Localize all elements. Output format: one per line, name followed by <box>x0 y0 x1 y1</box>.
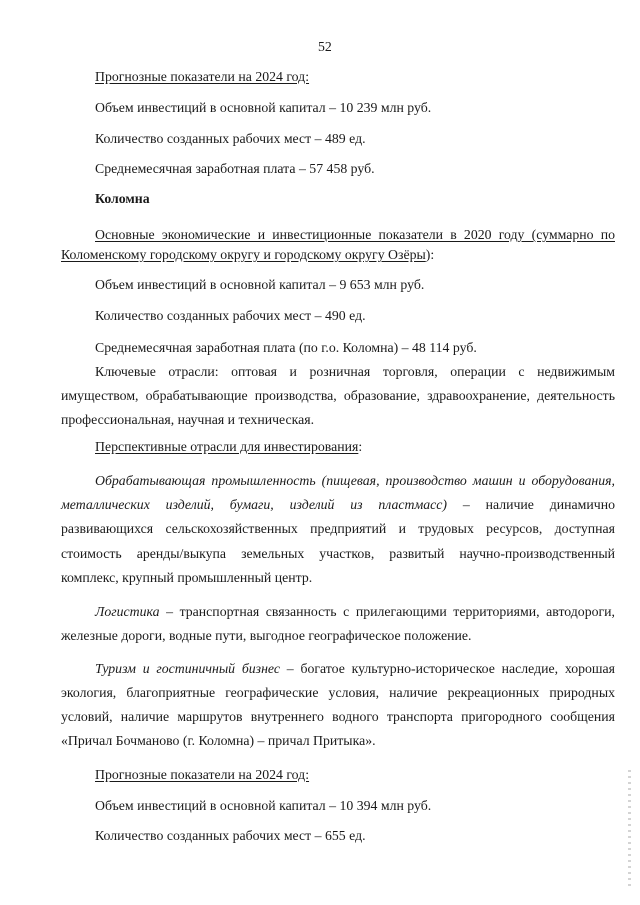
logistics-line1 <box>95 603 615 620</box>
prospective-heading <box>95 438 362 455</box>
tourism-line3: условий, наличие маршрутов внутреннего водного транспорта пригородного сообщения <box>61 709 615 724</box>
manufacturing-line4: стоимость аренды/выкупа земельных участков, развитый научно-производственный <box>61 546 615 561</box>
logistics-line2: железные дороги, водные пути, выгодное географическое положение. <box>61 628 472 643</box>
indicators-heading-line1: Основные экономические и инвестиционные показатели в 2020 году (суммарно по <box>95 227 615 242</box>
indicators-heading-municipalities: Коломенскому городскому округу и городскому округу Озёры <box>61 247 426 262</box>
forecast2-jobs: Количество созданных рабочих мест – 655 ед. <box>95 828 366 843</box>
manufacturing-line5: комплекс, крупный промышленный центр. <box>61 570 313 585</box>
page-number: 52 <box>318 39 332 54</box>
forecast-jobs: Количество созданных рабочих мест – 489 ед. <box>95 131 366 146</box>
forecast-salary: Среднемесячная заработная плата – 57 458 руб. <box>95 161 375 176</box>
forecast2-heading: Прогнозные показатели на 2024 год: <box>95 767 310 782</box>
indicators-investments: Объем инвестиций в основной капитал – 9 653 млн руб. <box>95 277 425 292</box>
city-heading: Коломна <box>95 191 150 206</box>
indicators-heading-line2 <box>61 246 434 263</box>
tourism-line1 <box>95 660 615 677</box>
scan-edge-marks <box>628 770 631 890</box>
tourism-italic: Туризм и гостиничный бизнес <box>95 661 280 676</box>
manufacturing-line3: развивающихся сельскохозяйственных предприятий и трудовых ресурсов, доступная <box>61 521 615 536</box>
forecast2-investments: Объем инвестиций в основной капитал – 10 394 млн руб. <box>95 798 432 813</box>
forecast-investments: Объем инвестиций в основной капитал – 10 239 млн руб. <box>95 100 432 115</box>
manufacturing-line2-rest: – наличие динамично <box>462 497 615 512</box>
key-industries-line3: профессиональная, научная и техническая. <box>61 412 315 427</box>
logistics-line1-rest: – транспортная связанность с прилегающими территориями, автодороги, <box>166 604 615 619</box>
key-industries-line2: имуществом, обрабатывающие производства, образование, здравоохранение, деятельность <box>61 388 615 403</box>
prospective-heading-tail: : <box>358 439 363 454</box>
tourism-line2: экология, благоприятные географические условия, наличие рекреационных природных <box>61 685 615 700</box>
indicators-salary: Среднемесячная заработная плата (по г.о. Коломна) – 48 114 руб. <box>95 340 477 355</box>
indicators-jobs: Количество созданных рабочих мест – 490 ед. <box>95 308 366 323</box>
manufacturing-line2-italic: металлических изделий, бумаги, изделий из пластмасс) <box>61 497 447 512</box>
manufacturing-line2 <box>61 496 615 513</box>
key-industries-line1: Ключевые отрасли: оптовая и розничная торговля, операции с недвижимым <box>95 364 615 379</box>
tourism-line4: «Причал Бочманово (г. Коломна) – причал Притыка». <box>61 733 376 748</box>
indicators-heading-tail: ): <box>425 247 435 262</box>
tourism-line1-rest: – богатое культурно-историческое наследие, хорошая <box>286 661 615 676</box>
manufacturing-line1: Обрабатывающая промышленность (пищевая, производство машин и оборудования, <box>95 473 615 488</box>
prospective-heading-text: Перспективные отрасли для инвестирования <box>95 439 359 454</box>
forecast-heading: Прогнозные показатели на 2024 год: <box>95 69 310 84</box>
logistics-italic: Логистика <box>95 604 160 619</box>
